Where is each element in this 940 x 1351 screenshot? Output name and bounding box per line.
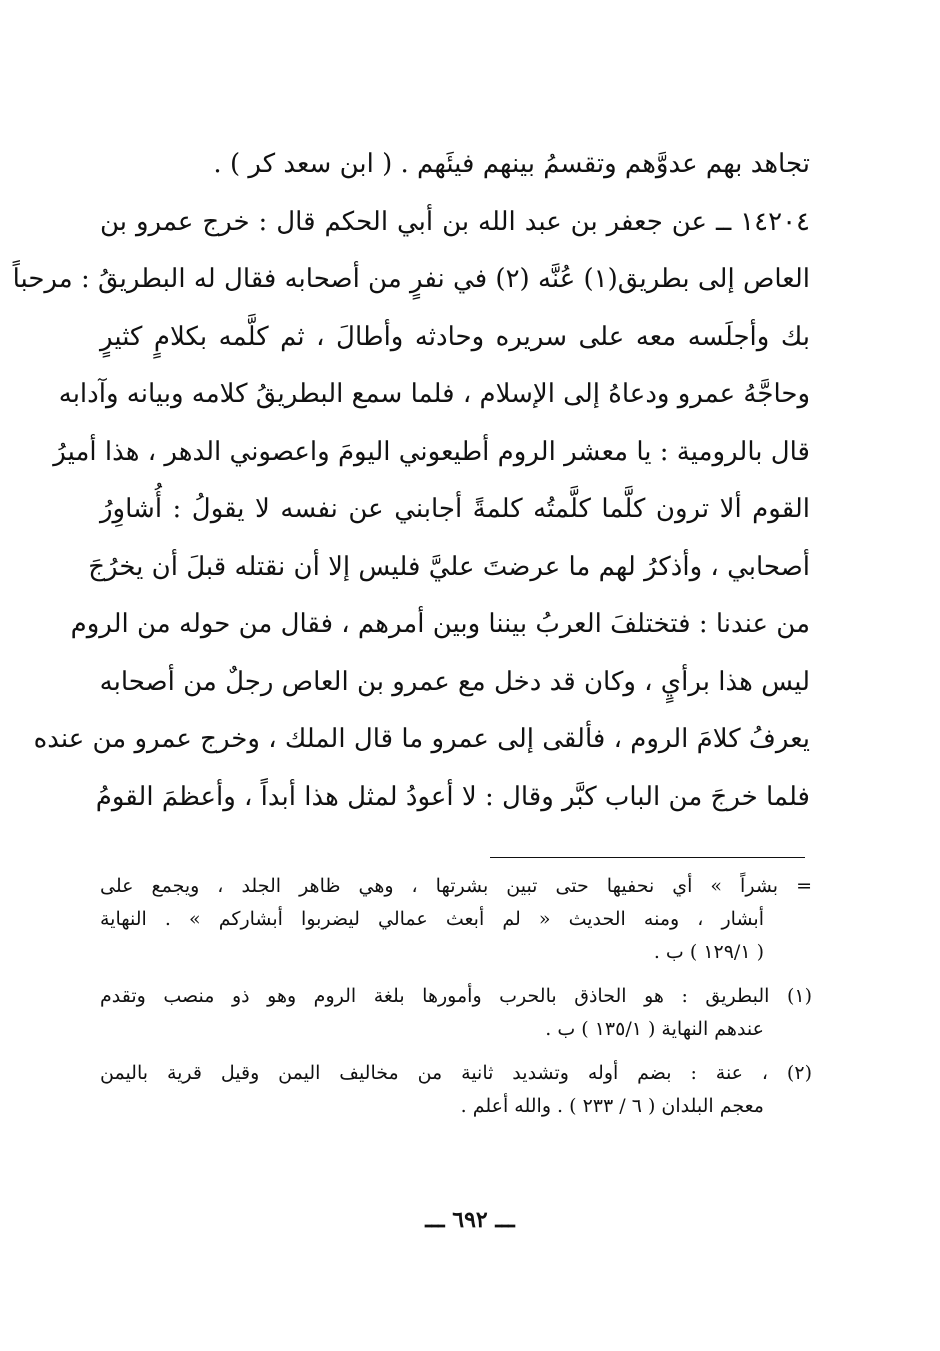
text-line: أصحابي ، وأذكرُ لهم ما عرضتَ عليَّ فليس إلا أن نقتله قبلَ أن يخرُجَ <box>88 551 810 582</box>
text-line: يعرفُ كلامَ الروم ، فألقى إلى عمرو ما قال الملك ، وخرج عمرو من عنده <box>33 724 810 754</box>
text-line: قال بالرومية : يا معشر الروم أطيعوني اليومَ واعصوني الدهر ، هذا أميرُ <box>53 436 810 467</box>
text-line: القوم ألا ترون كلَّما كلَّمتُه كلمةً أجابني عن نفسه لا يقولُ : أُشاوِرُ <box>100 494 810 524</box>
footnote-line: (١) البطريق : هو الحاذق بالحرب وأمورها بلغة الروم وهو ذو منصب وتقدم <box>100 985 812 1007</box>
footnote-2 <box>100 1057 812 1123</box>
text-line: تجاهد بهم عدوَّهم وتقسمُ بينهم فيئَهم . ( ابن سعد كر ) . <box>213 149 810 179</box>
footnote-continuation <box>100 870 812 969</box>
text-line: ١٤٢٠٤ ــ عن جعفر بن عبد الله بن أبي الحكم قال : خرج عمرو بن <box>100 206 810 237</box>
footnote-line: (٢) ، عنة : بضم أوله وتشديد ثانية من مخاليف اليمن وقيل قرية باليمن <box>100 1062 812 1084</box>
footnote-line: = بشراً » أي نحفيها حتى تبين بشرتها ، وهي ظاهر الجلد ، ويجمع على <box>100 875 812 897</box>
footnote-line: عندهم النهاية ( ١٣٥/١ ) ب . <box>545 1018 764 1040</box>
text-line: فلما خرجَ من الباب كبَّر وقال : لا أعودُ لمثل هذا أبداً ، وأعظمَ القومُ <box>95 781 810 812</box>
footnote-line: معجم البلدان ( ٦ / ٢٣٣ ) . والله أعلم . <box>460 1095 764 1117</box>
text-line: وحاجَّهُ عمرو ودعاهُ إلى الإسلام ، فلما سمع البطريقُ كلامه وبيانه وآدابه <box>58 379 810 409</box>
text-line: بك وأجلَسه معه على سريره وحادثه وأطالَ ، ثم كلَّمه بكلامٍ كثيرٍ <box>100 321 810 352</box>
footnotes-block <box>100 870 812 1123</box>
text-line: من عندنا : فتختلفَ العربُ بيننا وبين أمرهم ، فقال من حوله من الروم <box>70 609 810 639</box>
footnote-1 <box>100 980 812 1046</box>
footnote-line: أبشار ، ومنه الحديث « لم أبعث عمالي ليضربوا أبشاركم » . النهاية <box>100 908 764 930</box>
footnote-divider <box>490 857 805 858</box>
text-line: العاص إلى بطريق(١) عُنَّه (٢) في نفرٍ من أصحابه فقال له البطريقُ : مرحباً <box>12 264 810 294</box>
text-line: ليس هذا برأيٍ ، وكان قد دخل مع عمرو بن العاص رجلٌ من أصحابه <box>99 666 810 697</box>
footnote-line: ( ١٢٩/١ ) ب . <box>653 941 764 963</box>
page-number: ـــ ٦٩٢ ـــ <box>425 1207 515 1233</box>
main-text-block <box>12 136 810 826</box>
